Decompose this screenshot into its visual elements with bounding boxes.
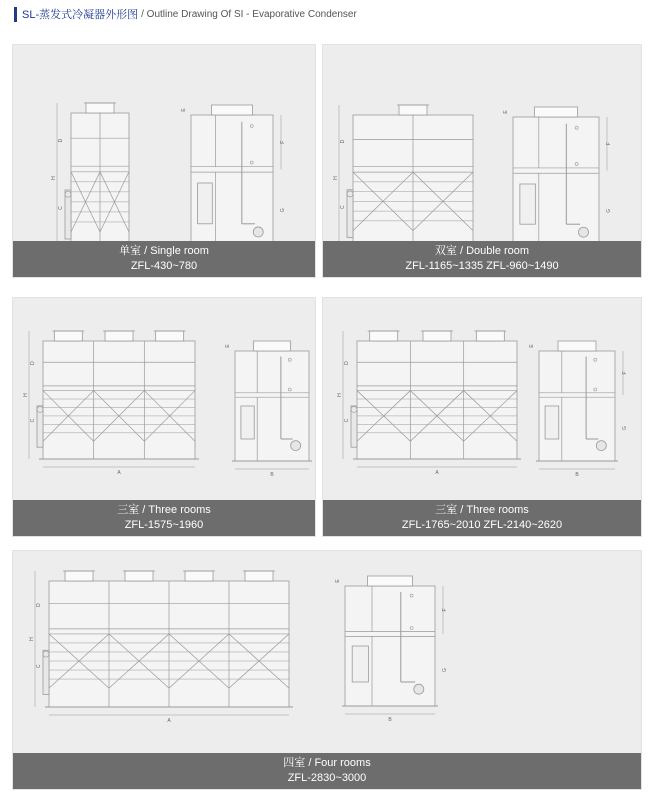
dimension-g-label: G bbox=[622, 426, 628, 430]
side-fan-stack bbox=[368, 576, 413, 586]
dimension-h-label: H bbox=[29, 637, 35, 641]
caption-room-type: 双室 / Double room bbox=[434, 245, 530, 257]
dimension-e-label: E bbox=[225, 344, 231, 348]
dimension-side-label: B bbox=[575, 472, 579, 478]
access-door bbox=[520, 184, 535, 224]
pump-motor bbox=[351, 406, 357, 412]
panel-caption bbox=[323, 500, 641, 536]
side-fan-stack bbox=[212, 105, 253, 115]
fan-stack bbox=[370, 331, 398, 341]
dimension-width-label: A bbox=[435, 470, 439, 476]
fan-stack bbox=[54, 331, 82, 341]
condenser-casing bbox=[357, 341, 517, 459]
caption-model-range: ZFL-1765~2010 ZFL-2140~2620 bbox=[401, 519, 563, 531]
fan-stack bbox=[185, 571, 213, 581]
dimension-width-label: A bbox=[167, 718, 171, 724]
dimension-f-label: F bbox=[442, 608, 448, 612]
pump-motor bbox=[347, 191, 353, 197]
fan-stack bbox=[245, 571, 273, 581]
page-title bbox=[14, 6, 357, 22]
panel-caption bbox=[13, 241, 315, 277]
side-fan-stack bbox=[254, 341, 291, 351]
dimension-d-label: D bbox=[58, 138, 64, 143]
outline-drawing bbox=[323, 45, 641, 241]
caption-model-range: ZFL-430~780 bbox=[130, 260, 198, 272]
panel-caption bbox=[323, 241, 641, 277]
fan-stack bbox=[105, 331, 133, 341]
dimension-d-label: D bbox=[36, 603, 42, 607]
dimension-h-label: H bbox=[23, 393, 29, 397]
dimension-e-label: E bbox=[335, 579, 341, 583]
caption-room-type: 三室 / Three rooms bbox=[435, 504, 529, 516]
access-door bbox=[241, 406, 254, 439]
caption-model-range: ZFL-1165~1335 ZFL-960~1490 bbox=[405, 260, 559, 272]
dimension-f-label: F bbox=[280, 140, 286, 144]
fan-stack bbox=[125, 571, 153, 581]
caption-model-range: ZFL-2830~3000 bbox=[287, 772, 367, 784]
pump-unit bbox=[291, 441, 301, 451]
dimension-h-label: H bbox=[333, 176, 339, 180]
title-accent-bar bbox=[14, 7, 17, 22]
pump-motor bbox=[43, 651, 49, 657]
dimension-g-label: G bbox=[442, 668, 448, 672]
dimension-e-label: E bbox=[529, 344, 535, 348]
pump-motor bbox=[65, 191, 71, 197]
dimension-d-label: D bbox=[30, 361, 36, 365]
caption-room-type: 四室 / Four rooms bbox=[283, 757, 371, 769]
caption-model-range: ZFL-1575~1960 bbox=[124, 519, 204, 531]
fan-stack bbox=[156, 331, 184, 341]
drawing-panel-three-rooms-a bbox=[12, 297, 316, 537]
access-door bbox=[352, 646, 368, 682]
dimension-c-label: C bbox=[344, 418, 350, 423]
dimension-side-label: B bbox=[270, 472, 274, 478]
dimension-e-label: E bbox=[181, 108, 187, 112]
dimension-width-label: A bbox=[117, 470, 121, 476]
access-door bbox=[545, 406, 559, 439]
dimension-e-label: E bbox=[503, 110, 509, 114]
dimension-f-label: F bbox=[606, 142, 612, 146]
fan-stack bbox=[86, 103, 114, 113]
pump-unit bbox=[414, 684, 424, 694]
dimension-f-label: F bbox=[622, 371, 628, 375]
title-english: / Outline Drawing Of SI - Evaporative Condenser bbox=[141, 8, 357, 20]
access-door bbox=[198, 183, 213, 224]
pump-unit bbox=[596, 441, 606, 451]
drawing-panel-single-room bbox=[12, 44, 316, 278]
panel-caption bbox=[13, 500, 315, 536]
pump-unit bbox=[579, 227, 589, 237]
caption-room-type: 单室 / Single room bbox=[119, 245, 209, 257]
dimension-c-label: C bbox=[30, 418, 36, 423]
side-fan-stack bbox=[558, 341, 596, 351]
drawing-panel-four-rooms bbox=[12, 550, 642, 790]
dimension-h-label: H bbox=[51, 176, 57, 180]
drawing-panel-double-room bbox=[322, 44, 642, 278]
dimension-side-label: B bbox=[388, 717, 392, 723]
pump-unit bbox=[253, 227, 263, 237]
pump-motor bbox=[37, 406, 43, 412]
outline-drawing bbox=[13, 45, 315, 241]
dimension-g-label: G bbox=[280, 208, 286, 213]
fan-stack bbox=[399, 105, 427, 115]
dimension-g-label: G bbox=[606, 208, 612, 213]
dimension-h-label: H bbox=[337, 393, 343, 397]
side-fan-stack bbox=[535, 107, 578, 117]
fan-stack bbox=[65, 571, 93, 581]
dimension-d-label: D bbox=[344, 361, 350, 365]
outline-drawing bbox=[13, 551, 641, 753]
caption-room-type: 三室 / Three rooms bbox=[117, 504, 211, 516]
dimension-c-label: C bbox=[340, 205, 346, 210]
fan-stack bbox=[476, 331, 504, 341]
outline-drawing bbox=[13, 298, 315, 500]
dimension-c-label: C bbox=[36, 664, 42, 669]
fan-stack bbox=[423, 331, 451, 341]
dimension-c-label: C bbox=[58, 206, 64, 210]
title-chinese: SL-蒸发式冷凝器外形图 bbox=[22, 9, 139, 21]
panel-caption bbox=[13, 753, 641, 789]
outline-drawing bbox=[323, 298, 641, 500]
condenser-casing bbox=[43, 341, 195, 459]
drawing-panel-three-rooms-b bbox=[322, 297, 642, 537]
dimension-d-label: D bbox=[340, 139, 346, 144]
